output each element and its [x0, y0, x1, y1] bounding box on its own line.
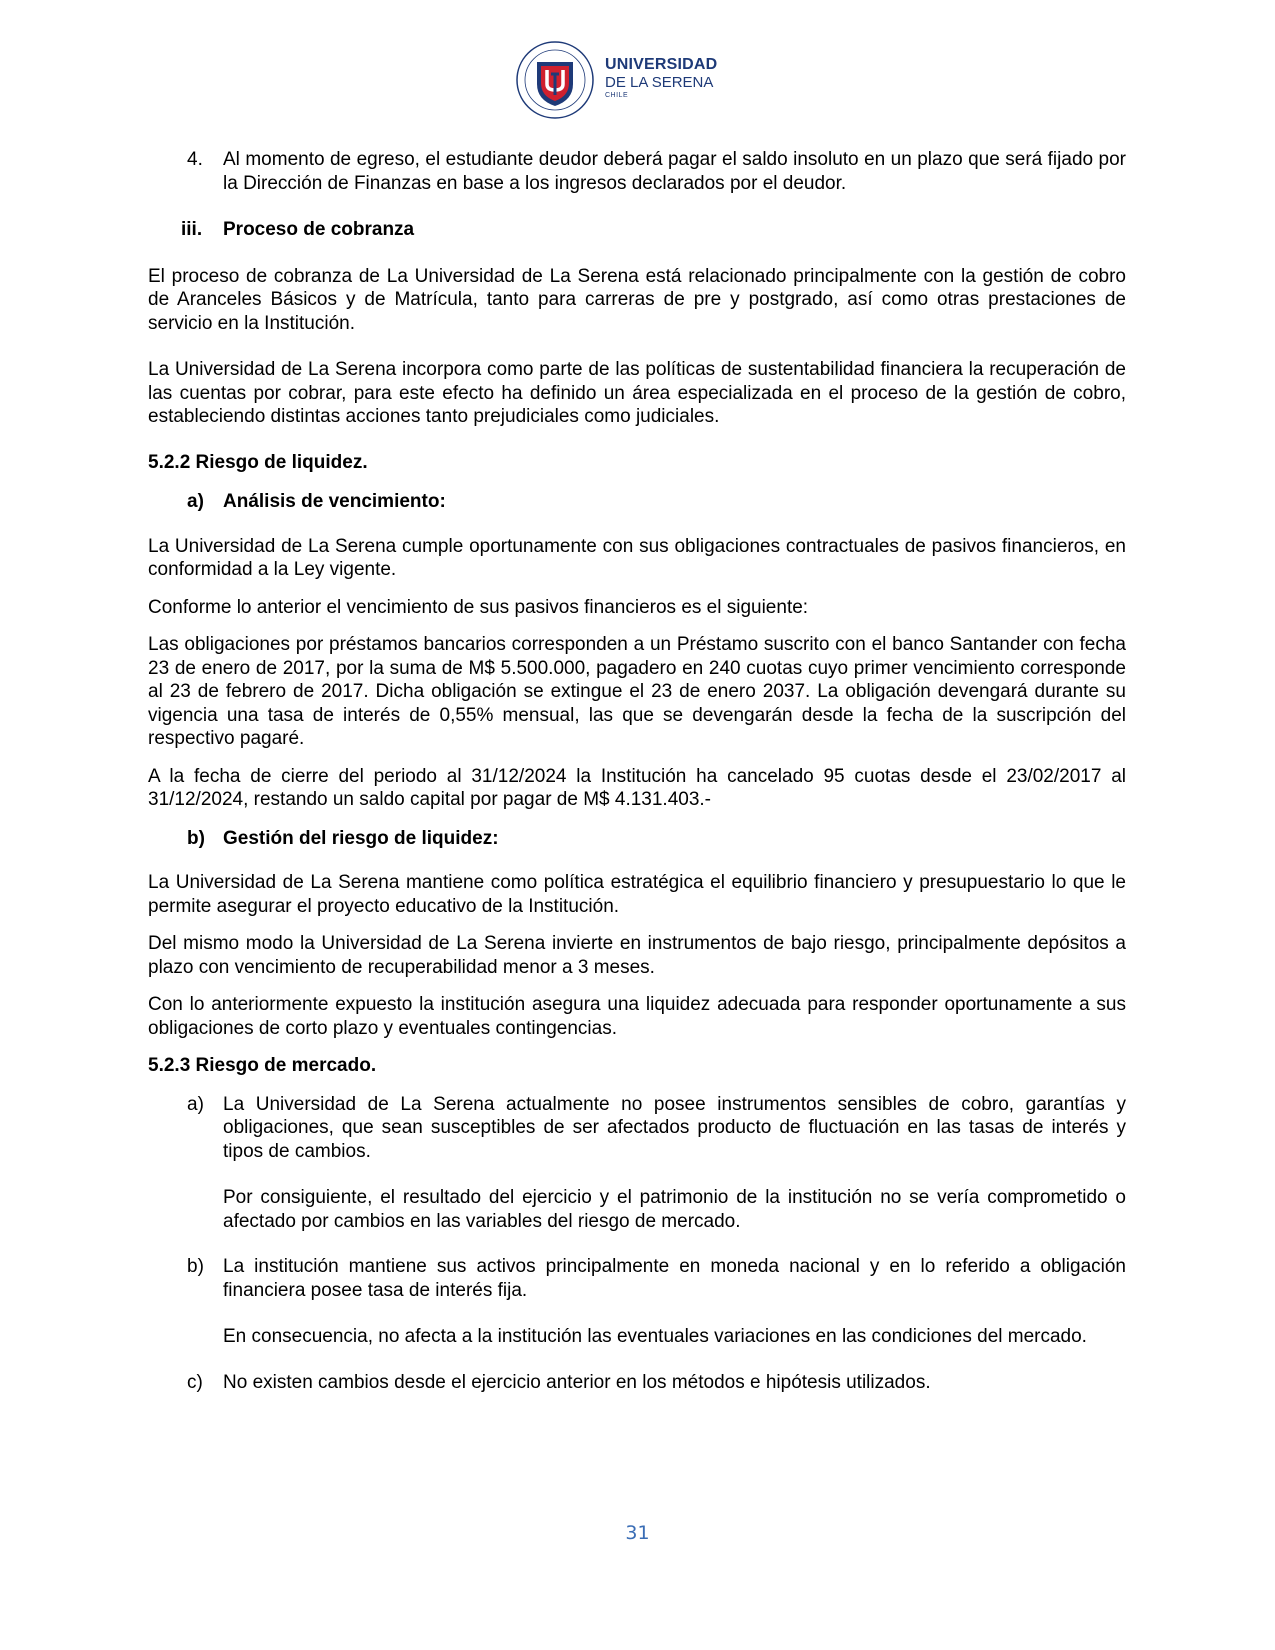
- logo-line-1: UNIVERSIDAD: [605, 56, 718, 73]
- page-number: 31: [625, 1522, 650, 1544]
- paragraph: La Universidad de La Serena mantiene como política estratégica el equilibrio financiero y presupuestario lo que le permite asegurar el proyecto educativo de la Institución.: [148, 872, 1126, 917]
- list-item-text: La institución mantiene sus activos principalmente en moneda nacional y en lo referido a obligación financiera posee tasa de interés fija.: [223, 1256, 1126, 1301]
- paragraph: Con lo anteriormente expuesto la institución asegura una liquidez adecuada para responder oportunamente a sus obligaciones de corto plazo y eventuales contingencias.: [148, 994, 1126, 1039]
- list-item-text: En consecuencia, no afecta a la institución las eventuales variaciones en las condiciones del mercado.: [223, 1326, 1087, 1347]
- paragraph: El proceso de cobranza de La Universidad de La Serena está relacionado principalmente con la gestión de cobro de Aranceles Básicos y de Matrícula, tanto para carreras de pre y postgrado, así como otras prestaciones de servicio en la Institución.: [148, 265, 1126, 334]
- subheading-b: [148, 827, 1126, 851]
- list-item-c: [148, 1371, 1126, 1395]
- list-item-text: No existen cambios desde el ejercicio anterior en los métodos e hipótesis utilizados.: [223, 1371, 931, 1393]
- list-marker: c): [187, 1371, 203, 1393]
- list-marker: 4.: [187, 149, 203, 170]
- list-item-b: [148, 1255, 1126, 1349]
- list-marker: a): [187, 491, 204, 512]
- list-item-text: Al momento de egreso, el estudiante deudor deberá pagar el saldo insoluto en un plazo que será fijado por la Dirección de Finanzas en base a los ingresos declarados por el deudor.: [223, 149, 1126, 194]
- subheading-title: Análisis de vencimiento:: [223, 491, 446, 512]
- paragraph: Del mismo modo la Universidad de La Serena invierte en instrumentos de bajo riesgo, principalmente depósitos a plazo con vencimiento de recuperabilidad menor a 3 meses.: [148, 933, 1126, 978]
- university-seal-icon: [515, 40, 595, 120]
- list-marker: b): [187, 1256, 204, 1277]
- list-marker: a): [187, 1093, 204, 1115]
- section-heading-5-2-2: 5.2.2 Riesgo de liquidez.: [148, 451, 368, 473]
- section-title: Proceso de cobranza: [223, 219, 415, 240]
- logo-line-3: CHILE: [605, 92, 629, 99]
- document-body: [148, 148, 1126, 1394]
- list-item-text: La Universidad de La Serena actualmente no posee instrumentos sensibles de cobro, garantías y obligaciones, que sean susceptibles de ser afectados producto de fluctuación en las tasas de interés y tipos de cambios.: [223, 1093, 1126, 1162]
- list-item-text: Por consiguiente, el resultado del ejercicio y el patrimonio de la institución no se vería comprometido o afectado por cambios en las variables del riesgo de mercado.: [223, 1187, 1126, 1232]
- university-logo: [515, 40, 718, 120]
- paragraph: Las obligaciones por préstamos bancarios corresponden a un Préstamo suscrito con el banco Santander con fecha 23 de enero de 2017, por la suma de M$ 5.500.000, pagadero en 240 cuotas cuyo primer vencimiento corresponde al 23 de febrero de 2017. Dicha obligación se extingue el 23 de enero 2037. La obligación devengará durante su vigencia una tasa de interés de 0,55% mensual, las que se devengarán desde la fecha de la suscripción del respectivo pagaré.: [148, 634, 1126, 749]
- paragraph: A la fecha de cierre del periodo al 31/12/2024 la Institución ha cancelado 95 cuotas desde el 23/02/2017 al 31/12/2024, restando un saldo capital por pagar de M$ 4.131.403.-: [148, 765, 1126, 810]
- list-marker: b): [187, 827, 205, 849]
- paragraph: La Universidad de La Serena cumple oportunamente con sus obligaciones contractuales de pasivos financieros, en conformidad a la Ley vigente.: [148, 535, 1126, 580]
- paragraph: Conforme lo anterior el vencimiento de sus pasivos financieros es el siguiente:: [148, 596, 809, 618]
- logo-line-2: DE LA SERENA: [605, 74, 714, 91]
- list-item-4: [148, 148, 1126, 195]
- section-marker: iii.: [181, 219, 203, 240]
- section-heading-5-2-3: 5.2.3 Riesgo de mercado.: [148, 1055, 377, 1076]
- subheading-a: [148, 490, 1126, 514]
- subheading-title: Gestión del riesgo de liquidez:: [223, 827, 499, 849]
- list-item-a: [148, 1093, 1126, 1234]
- section-heading-iii: [148, 218, 1126, 242]
- paragraph: La Universidad de La Serena incorpora como parte de las políticas de sustentabilidad financiera la recuperación de las cuentas por cobrar, para este efecto ha definido un área especializada en el proceso de la gestión de cobro, estableciendo distintas acciones tanto prejudiciales como judiciales.: [148, 359, 1126, 427]
